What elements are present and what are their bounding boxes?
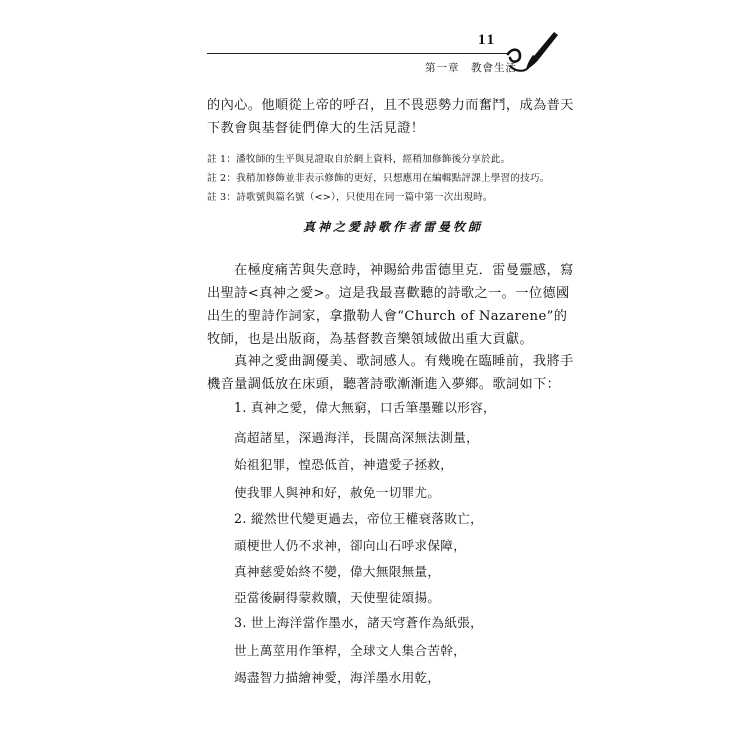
lyric-line: 使我罪人與神和好，赦免一切罪尤。 xyxy=(234,485,441,500)
lyric-line: 世上萬莖用作筆桿，全球文人集合苦幹， xyxy=(234,643,467,658)
lyric-line: 始祖犯罪，惶恐低首，神遣愛子拯救， xyxy=(234,457,454,472)
lyric-line: 頑梗世人仍不求神，卻向山石呼求保障， xyxy=(234,538,467,553)
lyric-line: 3. 世上海洋當作墨水，諸天穹蒼作為紙張， xyxy=(234,615,484,630)
lyric-line: 2. 縱然世代變更過去，帝位王權衰落敗亡， xyxy=(234,511,484,526)
lyric-line: 亞當後嗣得蒙救贖，天使聖徒頌揚。 xyxy=(234,590,441,605)
body-paragraph: 真神之愛曲調優美、歌詞感人。有幾晚在臨睡前，我將手機音量調低放在床頭，聽著詩歌漸漸進入夢鄉。歌詞如下： xyxy=(207,354,574,392)
ink-brush-icon xyxy=(504,26,560,78)
lyric-line: 1. 真神之愛，偉大無窮，口舌筆墨難以形容， xyxy=(234,400,496,415)
header-rule xyxy=(207,53,507,54)
chapter-label: 第一章 教會生活 xyxy=(425,62,517,74)
footnote: 註 1：潘牧師的生平與見證取自於網上資料，經稍加修飾後分享於此。 xyxy=(207,154,511,165)
section-title: 真神之愛詩歌作者雷曼牧師 xyxy=(302,220,483,234)
body-paragraph: 在極度痛苦與失意時，神賜給弗雷德里克．雷曼靈感，寫出聖詩<真神之愛>。這是我最喜歡聽的詩歌之一。一位德國出生的聖詩作詞家，拿撒勒人會“Church of Nazarene”的牧師，也是出版商，為基督教音樂領域做出重大貢獻。 xyxy=(207,263,574,347)
lyric-line: 真神慈愛始終不變，偉大無限無量， xyxy=(234,564,441,579)
page-number: 11 xyxy=(478,32,497,48)
footnote: 註 3：詩歌號與篇名號（<>），只使用在同一篇中第一次出現時。 xyxy=(207,192,493,203)
opening-paragraph: 的內心。他順從上帝的呼召，且不畏惡勢力而奮鬥，成為普天下教會與基督徒們偉大的生活見證！ xyxy=(207,98,574,136)
footnote: 註 2：我稍加修飾並非表示修飾的更好，只想應用在編輯點評課上學習的技巧。 xyxy=(207,173,550,184)
lyric-line: 竭盡智力描繪神愛，海洋墨水用乾， xyxy=(234,670,441,685)
lyric-line: 高超諸星，深過海洋，長闊高深無法測量， xyxy=(234,430,479,445)
